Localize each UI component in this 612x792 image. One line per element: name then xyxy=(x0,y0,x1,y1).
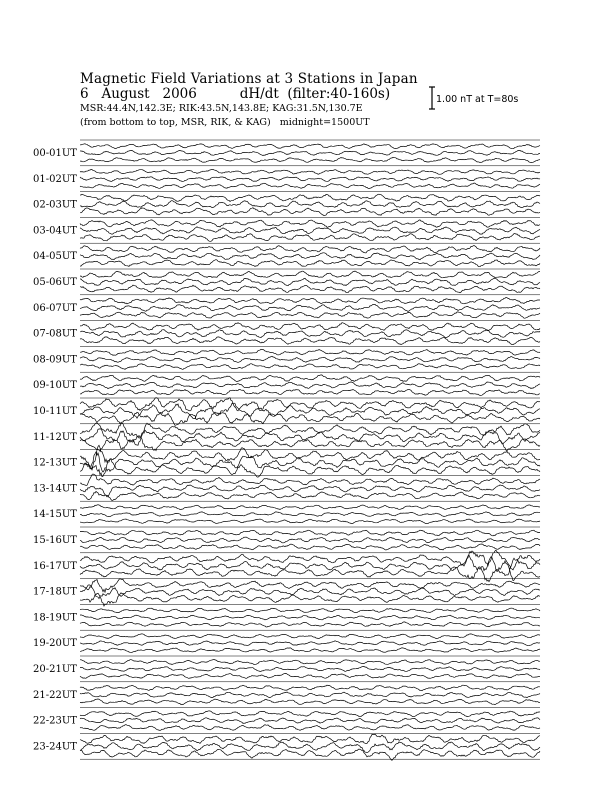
trace-KAG-12-13UT xyxy=(80,445,540,469)
trace-KAG-09-10UT xyxy=(80,375,540,382)
trace-MSR-07-08UT xyxy=(80,337,540,345)
hour-label-20-21UT: 20-21UT xyxy=(33,664,77,675)
hour-label-17-18UT: 17-18UT xyxy=(33,586,77,598)
hour-label-15-16UT: 15-16UT xyxy=(33,535,77,546)
hour-label-18-19UT: 18-19UT xyxy=(33,612,77,624)
trace-RIK-06-07UT xyxy=(80,304,540,311)
hour-label-08-09UT: 08-09UT xyxy=(33,354,77,366)
trace-MSR-08-09UT xyxy=(80,364,540,370)
trace-MSR-04-05UT xyxy=(80,260,540,267)
trace-MSR-09-10UT xyxy=(80,389,540,395)
trace-MSR-01-02UT xyxy=(80,183,540,189)
trace-MSR-13-14UT xyxy=(80,491,540,500)
hour-label-19-20UT: 19-20UT xyxy=(33,638,77,650)
trace-RIK-00-01UT xyxy=(80,150,540,155)
hour-label-22-23UT: 22-23UT xyxy=(33,715,77,727)
trace-MSR-03-04UT xyxy=(80,234,540,242)
trace-KAG-04-05UT xyxy=(80,246,540,253)
trace-KAG-23-24UT xyxy=(80,734,540,743)
order-label: (from bottom to top, MSR, RIK, & KAG) xyxy=(80,117,271,128)
trace-RIK-02-03UT xyxy=(80,201,540,208)
trace-MSR-17-18UT xyxy=(80,593,540,606)
scale-label: 1.00 nT at T=80s xyxy=(436,94,519,105)
hour-label-00-01UT: 00-01UT xyxy=(33,148,77,159)
trace-KAG-01-02UT xyxy=(80,169,540,174)
trace-RIK-01-02UT xyxy=(80,177,540,182)
trace-MSR-02-03UT xyxy=(80,208,540,216)
trace-KAG-08-09UT xyxy=(80,349,540,355)
trace-MSR-21-22UT xyxy=(80,699,540,705)
trace-RIK-20-21UT xyxy=(80,666,540,671)
trace-MSR-14-15UT xyxy=(80,519,540,524)
trace-KAG-06-07UT xyxy=(80,297,540,303)
station-coordinates: MSR:44.4N,142.3E; RIK:43.5N,143.8E; KAG:31.5N,130.7E xyxy=(80,103,363,114)
date-day: 6 xyxy=(80,86,89,102)
trace-KAG-07-08UT xyxy=(80,323,540,331)
trace-RIK-04-05UT xyxy=(80,253,540,260)
trace-MSR-19-20UT xyxy=(80,648,540,653)
trace-RIK-11-12UT xyxy=(80,429,540,445)
trace-RIK-07-08UT xyxy=(80,330,540,338)
trace-RIK-16-17UT xyxy=(80,555,540,576)
trace-KAG-19-20UT xyxy=(80,634,540,639)
date-month: August xyxy=(101,86,150,102)
filter-label: (filter:40-160s) xyxy=(287,86,391,102)
trace-KAG-18-19UT xyxy=(80,608,540,613)
chart-title: Magnetic Field Variations at 3 Stations in Japan xyxy=(80,71,418,87)
hour-label-01-02UT: 01-02UT xyxy=(33,173,77,185)
hour-label-23-24UT: 23-24UT xyxy=(33,741,77,753)
hour-label-05-06UT: 05-06UT xyxy=(33,277,77,288)
trace-MSR-22-23UT xyxy=(80,725,540,731)
midnight-label: midnight=1500UT xyxy=(279,117,370,128)
trace-MSR-20-21UT xyxy=(80,673,540,678)
hour-label-12-13UT: 12-13UT xyxy=(33,457,77,469)
date-year: 2006 xyxy=(162,86,197,102)
trace-RIK-15-16UT xyxy=(80,537,540,543)
trace-KAG-21-22UT xyxy=(80,685,540,691)
trace-RIK-18-19UT xyxy=(80,615,540,620)
hour-label-09-10UT: 09-10UT xyxy=(33,380,77,392)
hour-label-11-12UT: 11-12UT xyxy=(33,431,77,443)
trace-RIK-05-06UT xyxy=(80,278,540,286)
trace-MSR-05-06UT xyxy=(80,285,540,293)
trace-MSR-00-01UT xyxy=(80,157,540,162)
quantity-label: dH/dt xyxy=(239,86,279,102)
trace-RIK-19-20UT xyxy=(80,641,540,646)
hour-label-04-05UT: 04-05UT xyxy=(33,251,77,263)
trace-MSR-12-13UT xyxy=(80,459,540,477)
trace-RIK-21-22UT xyxy=(80,692,540,698)
hour-label-21-22UT: 21-22UT xyxy=(33,689,77,701)
trace-MSR-23-24UT xyxy=(80,749,540,760)
trace-KAG-16-17UT xyxy=(80,550,540,570)
hour-label-02-03UT: 02-03UT xyxy=(33,199,77,211)
trace-MSR-06-07UT xyxy=(80,312,540,318)
trace-KAG-11-12UT xyxy=(80,423,540,439)
trace-KAG-00-01UT xyxy=(80,144,540,149)
trace-KAG-14-15UT xyxy=(80,505,540,510)
trace-RIK-03-04UT xyxy=(80,227,540,235)
hour-label-06-07UT: 06-07UT xyxy=(33,302,77,314)
hour-label-14-15UT: 14-15UT xyxy=(33,509,77,521)
trace-KAG-17-18UT xyxy=(80,579,540,593)
trace-RIK-09-10UT xyxy=(80,382,540,389)
trace-RIK-14-15UT xyxy=(80,512,540,517)
trace-MSR-10-11UT xyxy=(80,412,540,425)
trace-RIK-08-09UT xyxy=(80,356,540,362)
trace-MSR-15-16UT xyxy=(80,544,540,550)
trace-RIK-22-23UT xyxy=(80,718,540,724)
hour-label-07-08UT: 07-08UT xyxy=(33,328,77,340)
trace-KAG-02-03UT xyxy=(80,194,540,201)
trace-KAG-03-04UT xyxy=(80,220,540,227)
trace-KAG-05-06UT xyxy=(80,271,540,278)
trace-KAG-20-21UT xyxy=(80,659,540,664)
hour-label-13-14UT: 13-14UT xyxy=(33,483,77,495)
hour-label-10-11UT: 10-11UT xyxy=(33,406,77,417)
hour-label-03-04UT: 03-04UT xyxy=(33,225,77,237)
hour-label-16-17UT: 16-17UT xyxy=(33,560,77,572)
trace-MSR-18-19UT xyxy=(80,622,540,627)
trace-KAG-15-16UT xyxy=(80,530,540,536)
trace-KAG-22-23UT xyxy=(80,711,540,717)
